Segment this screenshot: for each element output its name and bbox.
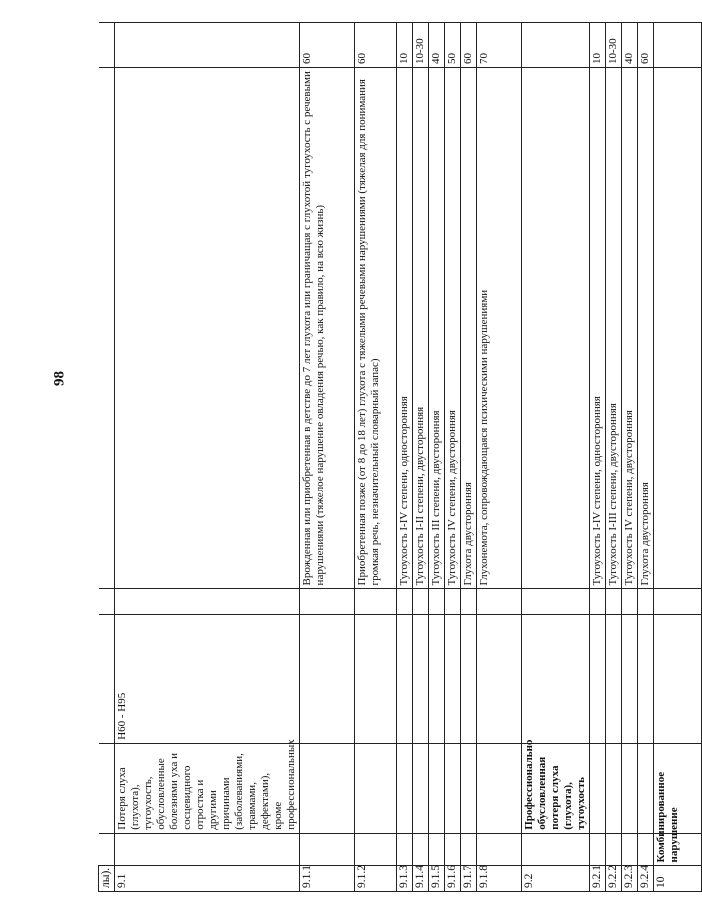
row-number: 9.1.1 [300, 866, 355, 892]
row-number: 9.2.4 [638, 866, 654, 892]
row-value: 10 [397, 23, 413, 68]
row-value: 70 [477, 23, 522, 68]
page-number: 98 [51, 371, 68, 386]
row-condition: Тугоухость III степени, двусторонняя [429, 68, 445, 589]
row-condition: Глухота двусторонняя [461, 68, 477, 589]
row-number: 9.2 [522, 866, 590, 892]
row-value: 50 [445, 23, 461, 68]
row-value: 10-30 [413, 23, 429, 68]
row-value: 60 [300, 23, 355, 68]
row-condition: Тугоухость IV степени, двусторонняя [445, 68, 461, 589]
row-number: 10 [654, 866, 702, 892]
table-row [445, 23, 461, 892]
impairment-table [98, 22, 702, 892]
row-value: 10-30 [606, 23, 622, 68]
row-description: Потеря слуха (глухота), тугоухость, обусловленные болезнями уха и сосцевидного отростка и другими причинами (заболеваниями, травмами, дефектами), кроме профессиональных [115, 743, 300, 833]
row-number: 9.2.3 [622, 866, 638, 892]
row-condition: Глухонемота, сопровождающаяся психическими нарушениями [477, 68, 522, 589]
table-frame [98, 22, 680, 892]
row-condition: Тугоухость I-II степени, двусторонняя [413, 68, 429, 589]
table-row [397, 23, 413, 892]
row-value: 10 [590, 23, 606, 68]
row-value: 60 [461, 23, 477, 68]
row-category: Комбинированное нарушение [654, 833, 702, 866]
table-row [638, 23, 654, 892]
row-number: 9.1 [115, 866, 300, 892]
table-row [429, 23, 445, 892]
row-number: 9.1.4 [413, 866, 429, 892]
row-condition: Глухота двусторонняя [638, 68, 654, 589]
table-row-continuation [99, 23, 115, 892]
row-number: 9.1.8 [477, 866, 522, 892]
row-value: 60 [355, 23, 397, 68]
row-description: Профессионально обусловленная потеря слуха (глухота), тугоухость [522, 743, 590, 833]
table-row [115, 23, 300, 892]
table-row [461, 23, 477, 892]
table-row [654, 23, 702, 892]
table-row [477, 23, 522, 892]
row-code: H60 - H95 [115, 614, 300, 743]
row-value: 40 [622, 23, 638, 68]
row-number: 9.2.1 [590, 866, 606, 892]
row-value [115, 68, 300, 589]
row-number: 9.1.7 [461, 866, 477, 892]
row-number: 9.1.3 [397, 866, 413, 892]
row-continuation-fragment: лы). [99, 866, 115, 892]
row-condition [115, 589, 300, 615]
row-condition: Врожденная или приобретенная в детстве до 7 лет глухота или граничащая с глухотой тугоухость с речевыми нарушениями (тяжелое нарушение овладения речью, как правило, на всю жизнь) [300, 68, 355, 589]
row-condition: Тугоухость I-IV степени, односторонняя [590, 68, 606, 589]
row-number: 9.1.6 [445, 866, 461, 892]
table-row [522, 23, 590, 892]
table-row [355, 23, 397, 892]
row-condition: Тугоухость IV степени, двусторонняя [622, 68, 638, 589]
table-row [590, 23, 606, 892]
row-number: 9.1.2 [355, 866, 397, 892]
row-condition: Приобретенная позже (от 8 до 18 лет) глухота с тяжелыми речевыми нарушениями (тяжелая для понимания громкая речь, незначительный словарный запас) [355, 68, 397, 589]
table-row [622, 23, 638, 892]
row-number: 9.2.2 [606, 866, 622, 892]
row-value: 60 [638, 23, 654, 68]
row-condition: Тугоухость I-IV степени, односторонняя [397, 68, 413, 589]
row-category [115, 833, 300, 866]
row-condition: Тугоухость I-III степени, двусторонняя [606, 68, 622, 589]
table-row [413, 23, 429, 892]
row-number: 9.1.5 [429, 866, 445, 892]
table-row [606, 23, 622, 892]
row-value: 40 [429, 23, 445, 68]
table-row [300, 23, 355, 892]
